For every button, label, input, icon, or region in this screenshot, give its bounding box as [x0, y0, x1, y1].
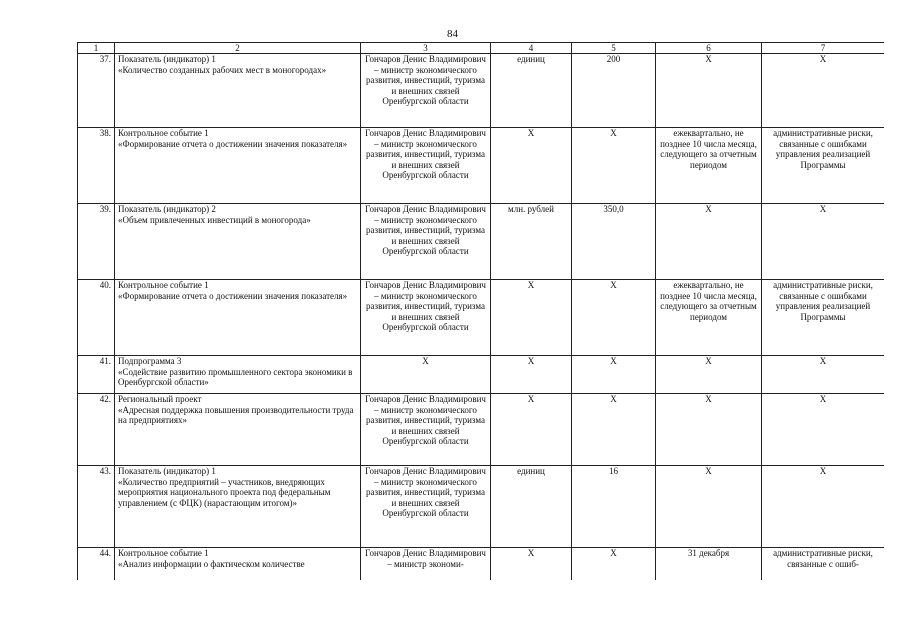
row-number — [78, 54, 115, 128]
responsible-person-text: Гончаров Денис Владимирович – министр экономического развития, инвестиций, туризма и внешних связей Оренбургской области — [365, 54, 486, 106]
unit-of-measure — [491, 280, 572, 356]
row-number — [78, 356, 115, 394]
header-cell: 2 — [115, 43, 361, 54]
risk-description-text: X — [819, 466, 827, 476]
row-number — [78, 280, 115, 356]
unit-of-measure-text: X — [527, 548, 535, 558]
row-number-text: 41. — [99, 356, 111, 366]
risk-description-text: X — [819, 204, 827, 214]
table-row — [78, 548, 885, 581]
unit-of-measure — [491, 54, 572, 128]
responsible-person-text: Гончаров Денис Владимирович – министр экономического развития, инвестиций, туризма и внешних связей Оренбургской области — [365, 466, 486, 518]
item-name-text: Показатель (индикатор) 1 «Количество созданных рабочих мест в моногородах» — [118, 54, 327, 75]
deadline-text: ежеквартально, не позднее 10 числа месяца, следующего за отчетным периодом — [660, 128, 757, 170]
deadline — [656, 280, 762, 356]
responsible-person — [361, 466, 491, 548]
row-number-text: 42. — [99, 394, 111, 404]
unit-of-measure — [491, 548, 572, 581]
responsible-person — [361, 280, 491, 356]
responsible-person — [361, 128, 491, 204]
item-name-text: Региональный проект «Адресная поддержка повышения производительности труда на предприятиях» — [118, 394, 354, 425]
risk-description — [762, 54, 885, 128]
row-number — [78, 394, 115, 466]
target-value-text: 350,0 — [603, 204, 624, 214]
target-value-text: 16 — [609, 466, 618, 476]
risk-description — [762, 356, 885, 394]
responsible-person-text: Гончаров Денис Владимирович – министр экономического развития, инвестиций, туризма и внешних связей Оренбургской области — [365, 204, 486, 256]
unit-of-measure-text: млн. рублей — [508, 204, 554, 214]
unit-of-measure-text: X — [527, 356, 535, 366]
target-value — [572, 356, 656, 394]
risk-description — [762, 466, 885, 548]
target-value-text: 200 — [606, 54, 621, 64]
header-cell: 6 — [656, 43, 762, 54]
table-viewport — [77, 42, 884, 580]
deadline — [656, 548, 762, 581]
header-cell: 7 — [762, 43, 885, 54]
item-name — [115, 548, 361, 581]
item-name — [115, 280, 361, 356]
row-number-text: 43. — [99, 466, 111, 476]
unit-of-measure-text: X — [527, 280, 535, 290]
unit-of-measure-text: единиц — [517, 54, 545, 64]
unit-of-measure — [491, 356, 572, 394]
unit-of-measure — [491, 128, 572, 204]
target-value — [572, 548, 656, 581]
row-number — [78, 128, 115, 204]
risk-description — [762, 280, 885, 356]
item-name — [115, 204, 361, 280]
deadline — [656, 394, 762, 466]
item-name-text: Контрольное событие 1 «Анализ информации о фактическом количестве — [118, 548, 305, 569]
unit-of-measure — [491, 394, 572, 466]
row-number — [78, 204, 115, 280]
risk-description-text: административные риски, связанные с ошибками управления реализацией Программы — [773, 280, 873, 322]
target-value-text: X — [610, 356, 617, 366]
header-cell: 3 — [361, 43, 491, 54]
deadline-text: X — [705, 54, 712, 64]
responsible-person — [361, 204, 491, 280]
column-number-row — [78, 43, 885, 54]
risk-description — [762, 128, 885, 204]
item-name — [115, 466, 361, 548]
deadline — [656, 466, 762, 548]
target-value — [572, 204, 656, 280]
header-cell: 4 — [491, 43, 572, 54]
responsible-person-text: Гончаров Денис Владимирович – министр экономического развития, инвестиций, туризма и внешних связей Оренбургской области — [365, 394, 486, 446]
table-row — [78, 394, 885, 466]
unit-of-measure-text: X — [527, 394, 535, 404]
page-number: 84 — [447, 28, 458, 40]
item-name-text: Показатель (индикатор) 2 «Объем привлеченных инвестиций в моногорода» — [118, 204, 311, 225]
row-number-text: 37. — [99, 54, 111, 64]
table-row — [78, 128, 885, 204]
risk-description-text: административные риски, связанные с ошибками управления реализацией Программы — [773, 128, 873, 170]
target-value-text: X — [610, 280, 617, 290]
item-name-text: Контрольное событие 1 «Формирование отчета о достижении значения показателя» — [118, 280, 348, 301]
target-value-text: X — [610, 548, 617, 558]
item-name-text: Контрольное событие 1 «Формирование отчета о достижении значения показателя» — [118, 128, 348, 149]
risk-description-text: X — [819, 54, 827, 64]
responsible-person — [361, 356, 491, 394]
risk-description-text: X — [819, 356, 827, 366]
responsible-person-text: Гончаров Денис Владимирович – министр экономического развития, инвестиций, туризма и внешних связей Оренбургской области — [365, 280, 486, 332]
target-value-text: X — [610, 128, 617, 138]
item-name-text: Подпрограмма 3 «Содействие развитию промышленного сектора экономики в Оренбургской области» — [118, 356, 353, 387]
responsible-person-text: X — [422, 356, 429, 366]
table-row — [78, 54, 885, 128]
unit-of-measure-text: X — [527, 128, 535, 138]
target-value-text: X — [610, 394, 617, 404]
item-name — [115, 128, 361, 204]
responsible-person — [361, 394, 491, 466]
row-number — [78, 466, 115, 548]
deadline-text: X — [705, 394, 712, 404]
target-value — [572, 466, 656, 548]
header-cell: 1 — [78, 43, 115, 54]
table-row — [78, 280, 885, 356]
row-number-text: 38. — [99, 128, 111, 138]
deadline — [656, 128, 762, 204]
item-name — [115, 394, 361, 466]
table-row — [78, 466, 885, 548]
item-name — [115, 356, 361, 394]
responsible-person-text: Гончаров Денис Владимирович – министр экономи- — [365, 548, 486, 569]
responsible-person-text: Гончаров Денис Владимирович – министр экономического развития, инвестиций, туризма и внешних связей Оренбургской области — [365, 128, 486, 180]
responsible-person — [361, 548, 491, 581]
target-value — [572, 280, 656, 356]
risk-description — [762, 548, 885, 581]
deadline-text: X — [705, 356, 712, 366]
risk-description — [762, 394, 885, 466]
deadline — [656, 356, 762, 394]
table-row — [78, 204, 885, 280]
deadline-text: X — [705, 466, 712, 476]
deadline-text: 31 декабря — [687, 548, 730, 558]
item-name — [115, 54, 361, 128]
row-number-text: 39. — [99, 204, 111, 214]
responsible-person — [361, 54, 491, 128]
risk-description — [762, 204, 885, 280]
risk-description-text: X — [819, 394, 827, 404]
target-value — [572, 394, 656, 466]
plan-table — [77, 42, 884, 580]
deadline-text: X — [705, 204, 712, 214]
row-number-text: 44. — [99, 548, 111, 558]
unit-of-measure-text: единиц — [517, 466, 545, 476]
risk-description-text: административные риски, связанные с ошиб- — [773, 548, 873, 569]
target-value — [572, 54, 656, 128]
unit-of-measure — [491, 204, 572, 280]
deadline — [656, 204, 762, 280]
deadline-text: ежеквартально, не позднее 10 числа месяца, следующего за отчетным периодом — [660, 280, 757, 322]
row-number — [78, 548, 115, 581]
header-cell: 5 — [572, 43, 656, 54]
row-number-text: 40. — [99, 280, 111, 290]
unit-of-measure — [491, 466, 572, 548]
table-row — [78, 356, 885, 394]
item-name-text: Показатель (индикатор) 1 «Количество предприятий – участников, внедряющих мероприятия национального проекта под федеральным управлением (с ФЦК) (нарастающим итогом)» — [118, 466, 331, 508]
target-value — [572, 128, 656, 204]
deadline — [656, 54, 762, 128]
